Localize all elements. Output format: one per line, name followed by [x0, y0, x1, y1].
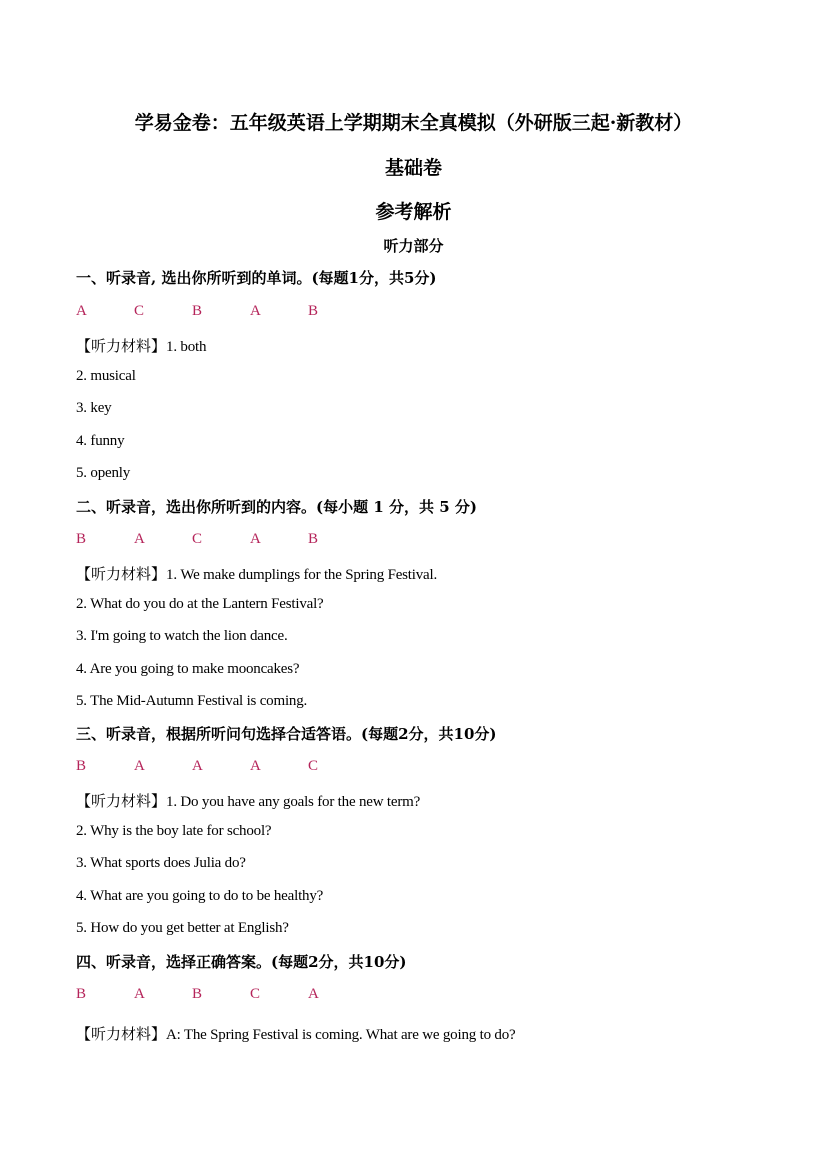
- document-subtitle-analysis: 参考解析: [375, 201, 452, 223]
- material-label: 【听力材料】: [76, 337, 167, 355]
- section-1-item-1: 【听力材料】1. both: [76, 337, 207, 355]
- answer: A: [134, 758, 145, 774]
- section-1-item-3: 3. key: [76, 400, 112, 416]
- answer: C: [308, 758, 319, 774]
- material-label: 【听力材料】: [76, 792, 167, 810]
- material-label: 【听力材料】: [76, 1025, 167, 1043]
- answer: A: [250, 303, 261, 319]
- answer: B: [192, 986, 203, 1002]
- section-3-item-4: 4. What are you going to do to be healthy?: [76, 888, 324, 904]
- section-2-item-3: 3. I'm going to watch the lion dance.: [76, 628, 288, 644]
- answer: B: [308, 531, 319, 547]
- material-label: 【听力材料】: [76, 565, 167, 583]
- answer: A: [134, 531, 145, 547]
- answer: A: [192, 758, 203, 774]
- part-title: 听力部分: [383, 237, 444, 255]
- answer: B: [76, 758, 87, 774]
- document-subtitle: 基础卷: [384, 157, 442, 179]
- section-2-item-4: 4. Are you going to make mooncakes?: [76, 661, 300, 677]
- section-3-item-3: 3. What sports does Julia do?: [76, 855, 246, 871]
- answer: C: [134, 303, 145, 319]
- section-1-heading: 一、听录音, 选出你所听到的单词。(每题1分，共5分): [76, 269, 437, 287]
- section-1-item-5: 5. openly: [76, 465, 131, 481]
- section-1-item-2: 2. musical: [76, 368, 136, 384]
- section-3-heading: 三、听录音，根据所听问句选择合适答语。(每题2分，共10分): [76, 725, 497, 743]
- answer: A: [308, 986, 319, 1002]
- section-3-item-5: 5. How do you get better at English?: [76, 920, 289, 936]
- section-4-heading: 四、听录音，选择正确答案。(每题2分，共10分): [76, 953, 407, 971]
- answer: C: [192, 531, 203, 547]
- section-2-item-5: 5. The Mid-Autumn Festival is coming.: [76, 693, 308, 709]
- section-3-item-1: 【听力材料】1. Do you have any goals for the new term?: [76, 792, 421, 810]
- answer: B: [76, 531, 87, 547]
- section-4-item-1: 【听力材料】A: The Spring Festival is coming. What are we going to do?: [76, 1025, 516, 1043]
- answer: C: [250, 986, 261, 1002]
- section-3-item-2: 2. Why is the boy late for school?: [76, 823, 272, 839]
- section-2-heading: 二、听录音，选出你所听到的内容。(每小题 1 分，共 5 分): [76, 498, 477, 516]
- answer: B: [308, 303, 319, 319]
- section-2-item-1: 【听力材料】1. We make dumplings for the Spring Festival.: [76, 565, 438, 583]
- document-title: 学易金卷：五年级英语上学期期末全真模拟（外研版三起·新教材）: [134, 112, 693, 134]
- answer: A: [76, 303, 87, 319]
- answer: B: [192, 303, 203, 319]
- answer: A: [250, 531, 261, 547]
- answer: A: [134, 986, 145, 1002]
- section-2-item-2: 2. What do you do at the Lantern Festival?: [76, 596, 324, 612]
- answer: A: [250, 758, 261, 774]
- answer: B: [76, 986, 87, 1002]
- section-1-item-4: 4. funny: [76, 433, 125, 449]
